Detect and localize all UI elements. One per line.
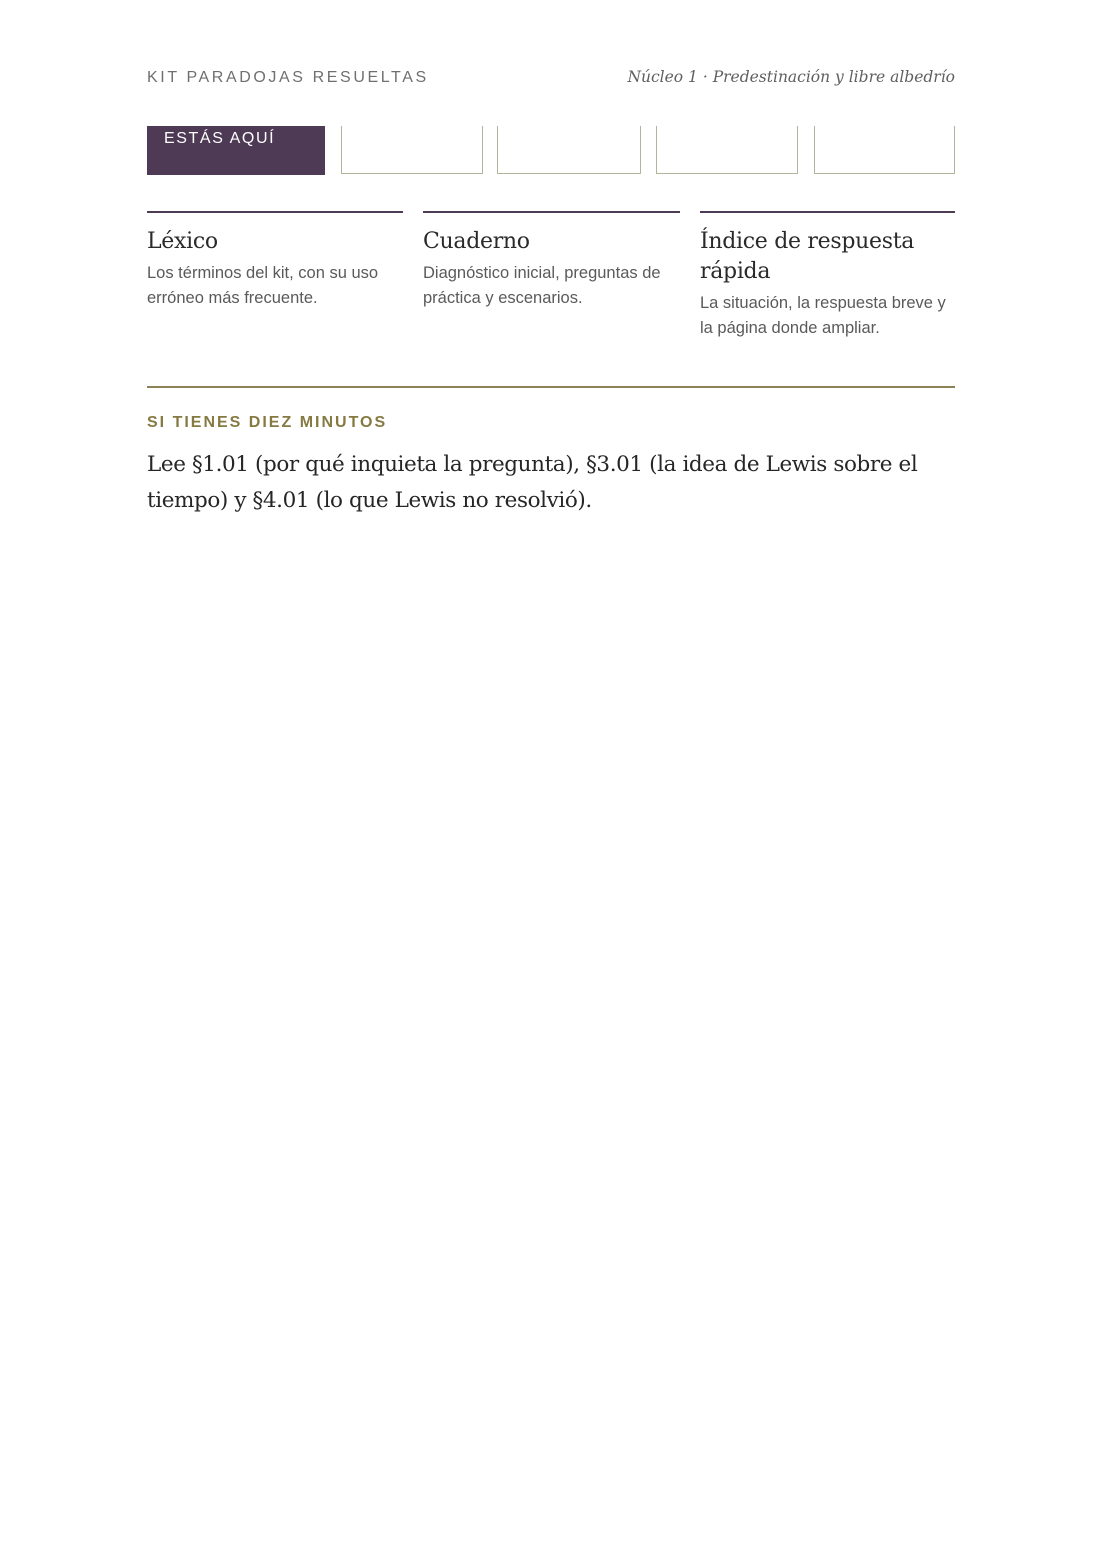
tool-description: La situación, la respuesta breve y la página donde ampliar. — [700, 294, 946, 337]
tool-name: Cuaderno — [423, 229, 530, 254]
current-location-label: ESTÁS AQUÍ — [164, 130, 276, 147]
kit-title: KIT PARADOJAS RESUELTAS — [147, 69, 429, 86]
tool-name: Léxico — [147, 229, 218, 254]
tip-body: Lee §1.01 (por qué inquieta la pregunta), §3.01 (la idea de Lewis sobre el tiempo) y §4.01 (lo que Lewis no resolvió). — [147, 452, 918, 513]
tool-card-lexico[interactable] — [147, 211, 403, 311]
nav-tab-2[interactable] — [341, 126, 483, 174]
tool-card-indice[interactable] — [700, 211, 955, 341]
nav-tab-current[interactable] — [147, 126, 325, 175]
tool-name: Índice de respuesta rápida — [700, 229, 915, 284]
tool-description: Diagnóstico inicial, preguntas de práctica y escenarios. — [423, 264, 661, 307]
nav-tab-4[interactable] — [656, 126, 798, 174]
tool-card-cuaderno[interactable] — [423, 211, 680, 311]
nav-tab-3[interactable] — [497, 126, 641, 174]
tip-label: SI TIENES DIEZ MINUTOS — [147, 414, 388, 431]
section-divider — [147, 386, 955, 388]
running-header — [147, 68, 955, 92]
kit-tools — [147, 211, 955, 371]
section-title: Núcleo 1 · Predestinación y libre albedrío — [627, 68, 955, 86]
section-nav — [147, 126, 955, 175]
tool-description: Los términos del kit, con su uso erróneo más frecuente. — [147, 264, 379, 307]
nav-tab-5[interactable] — [814, 126, 955, 174]
